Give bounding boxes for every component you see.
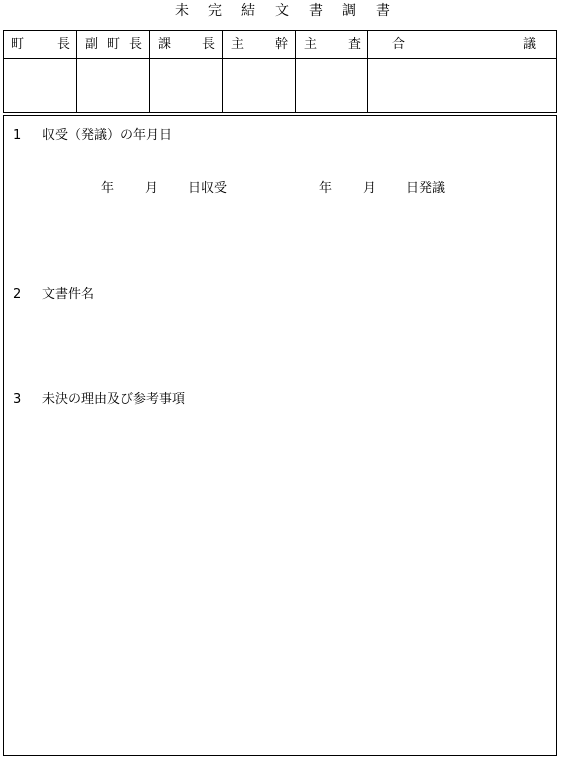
seal-box-consultation[interactable] bbox=[368, 59, 556, 112]
title-char: 調 bbox=[342, 3, 356, 19]
approval-column-inspector bbox=[296, 31, 368, 112]
section-2-number: 2 bbox=[13, 287, 22, 302]
seal-box-inspector[interactable] bbox=[296, 59, 367, 112]
approval-column-deputy-mayor bbox=[77, 31, 150, 112]
seal-box-chief-officer[interactable] bbox=[223, 59, 295, 112]
header-char: 議 bbox=[523, 37, 537, 52]
header-char: 長 bbox=[129, 37, 143, 52]
approval-column-mayor bbox=[4, 31, 77, 112]
header-char: 合 bbox=[392, 37, 406, 52]
header-char: 幹 bbox=[275, 37, 289, 52]
receipt-month-label: 月 bbox=[145, 181, 159, 196]
seal-box-mayor[interactable] bbox=[4, 59, 76, 112]
receipt-day-label: 日収受 bbox=[188, 181, 228, 196]
header-char: 長 bbox=[57, 37, 71, 52]
seal-box-deputy-mayor[interactable] bbox=[77, 59, 149, 112]
title-char: 文 bbox=[275, 3, 289, 19]
title-char: 結 bbox=[241, 3, 255, 19]
report-body bbox=[3, 115, 557, 756]
header-char: 主 bbox=[231, 37, 245, 52]
initiation-month-label: 月 bbox=[363, 181, 377, 196]
approval-column-chief-officer bbox=[223, 31, 296, 112]
approval-header bbox=[77, 31, 149, 59]
header-char: 長 bbox=[202, 37, 216, 52]
approval-header bbox=[368, 31, 556, 59]
approval-column-consultation bbox=[368, 31, 556, 112]
section-1-number: 1 bbox=[13, 128, 22, 143]
initiation-day-label: 日発議 bbox=[406, 181, 446, 196]
header-char: 町 bbox=[11, 37, 25, 52]
header-char: 副 bbox=[85, 37, 99, 52]
section-3-number: 3 bbox=[13, 392, 22, 407]
section-3-label: 未決の理由及び参考事項 bbox=[42, 392, 186, 407]
initiation-year-label: 年 bbox=[319, 181, 333, 196]
approval-column-section-chief bbox=[150, 31, 223, 112]
section-1-label: 収受（発議）の年月日 bbox=[42, 128, 173, 143]
header-char: 町 bbox=[107, 37, 121, 52]
header-char: 査 bbox=[348, 37, 362, 52]
header-char: 主 bbox=[304, 37, 318, 52]
title-char: 書 bbox=[309, 3, 323, 19]
title-char: 未 bbox=[175, 3, 189, 19]
title-char: 完 bbox=[208, 3, 222, 19]
section-2-label: 文書件名 bbox=[42, 287, 95, 302]
approval-header bbox=[296, 31, 367, 59]
seal-box-section-chief[interactable] bbox=[150, 59, 222, 112]
title-char: 書 bbox=[376, 3, 390, 19]
approval-header bbox=[4, 31, 76, 59]
header-char: 課 bbox=[158, 37, 172, 52]
receipt-year-label: 年 bbox=[101, 181, 115, 196]
approval-header bbox=[223, 31, 295, 59]
approval-table bbox=[3, 30, 557, 113]
approval-header bbox=[150, 31, 222, 59]
document-title bbox=[0, 0, 561, 22]
